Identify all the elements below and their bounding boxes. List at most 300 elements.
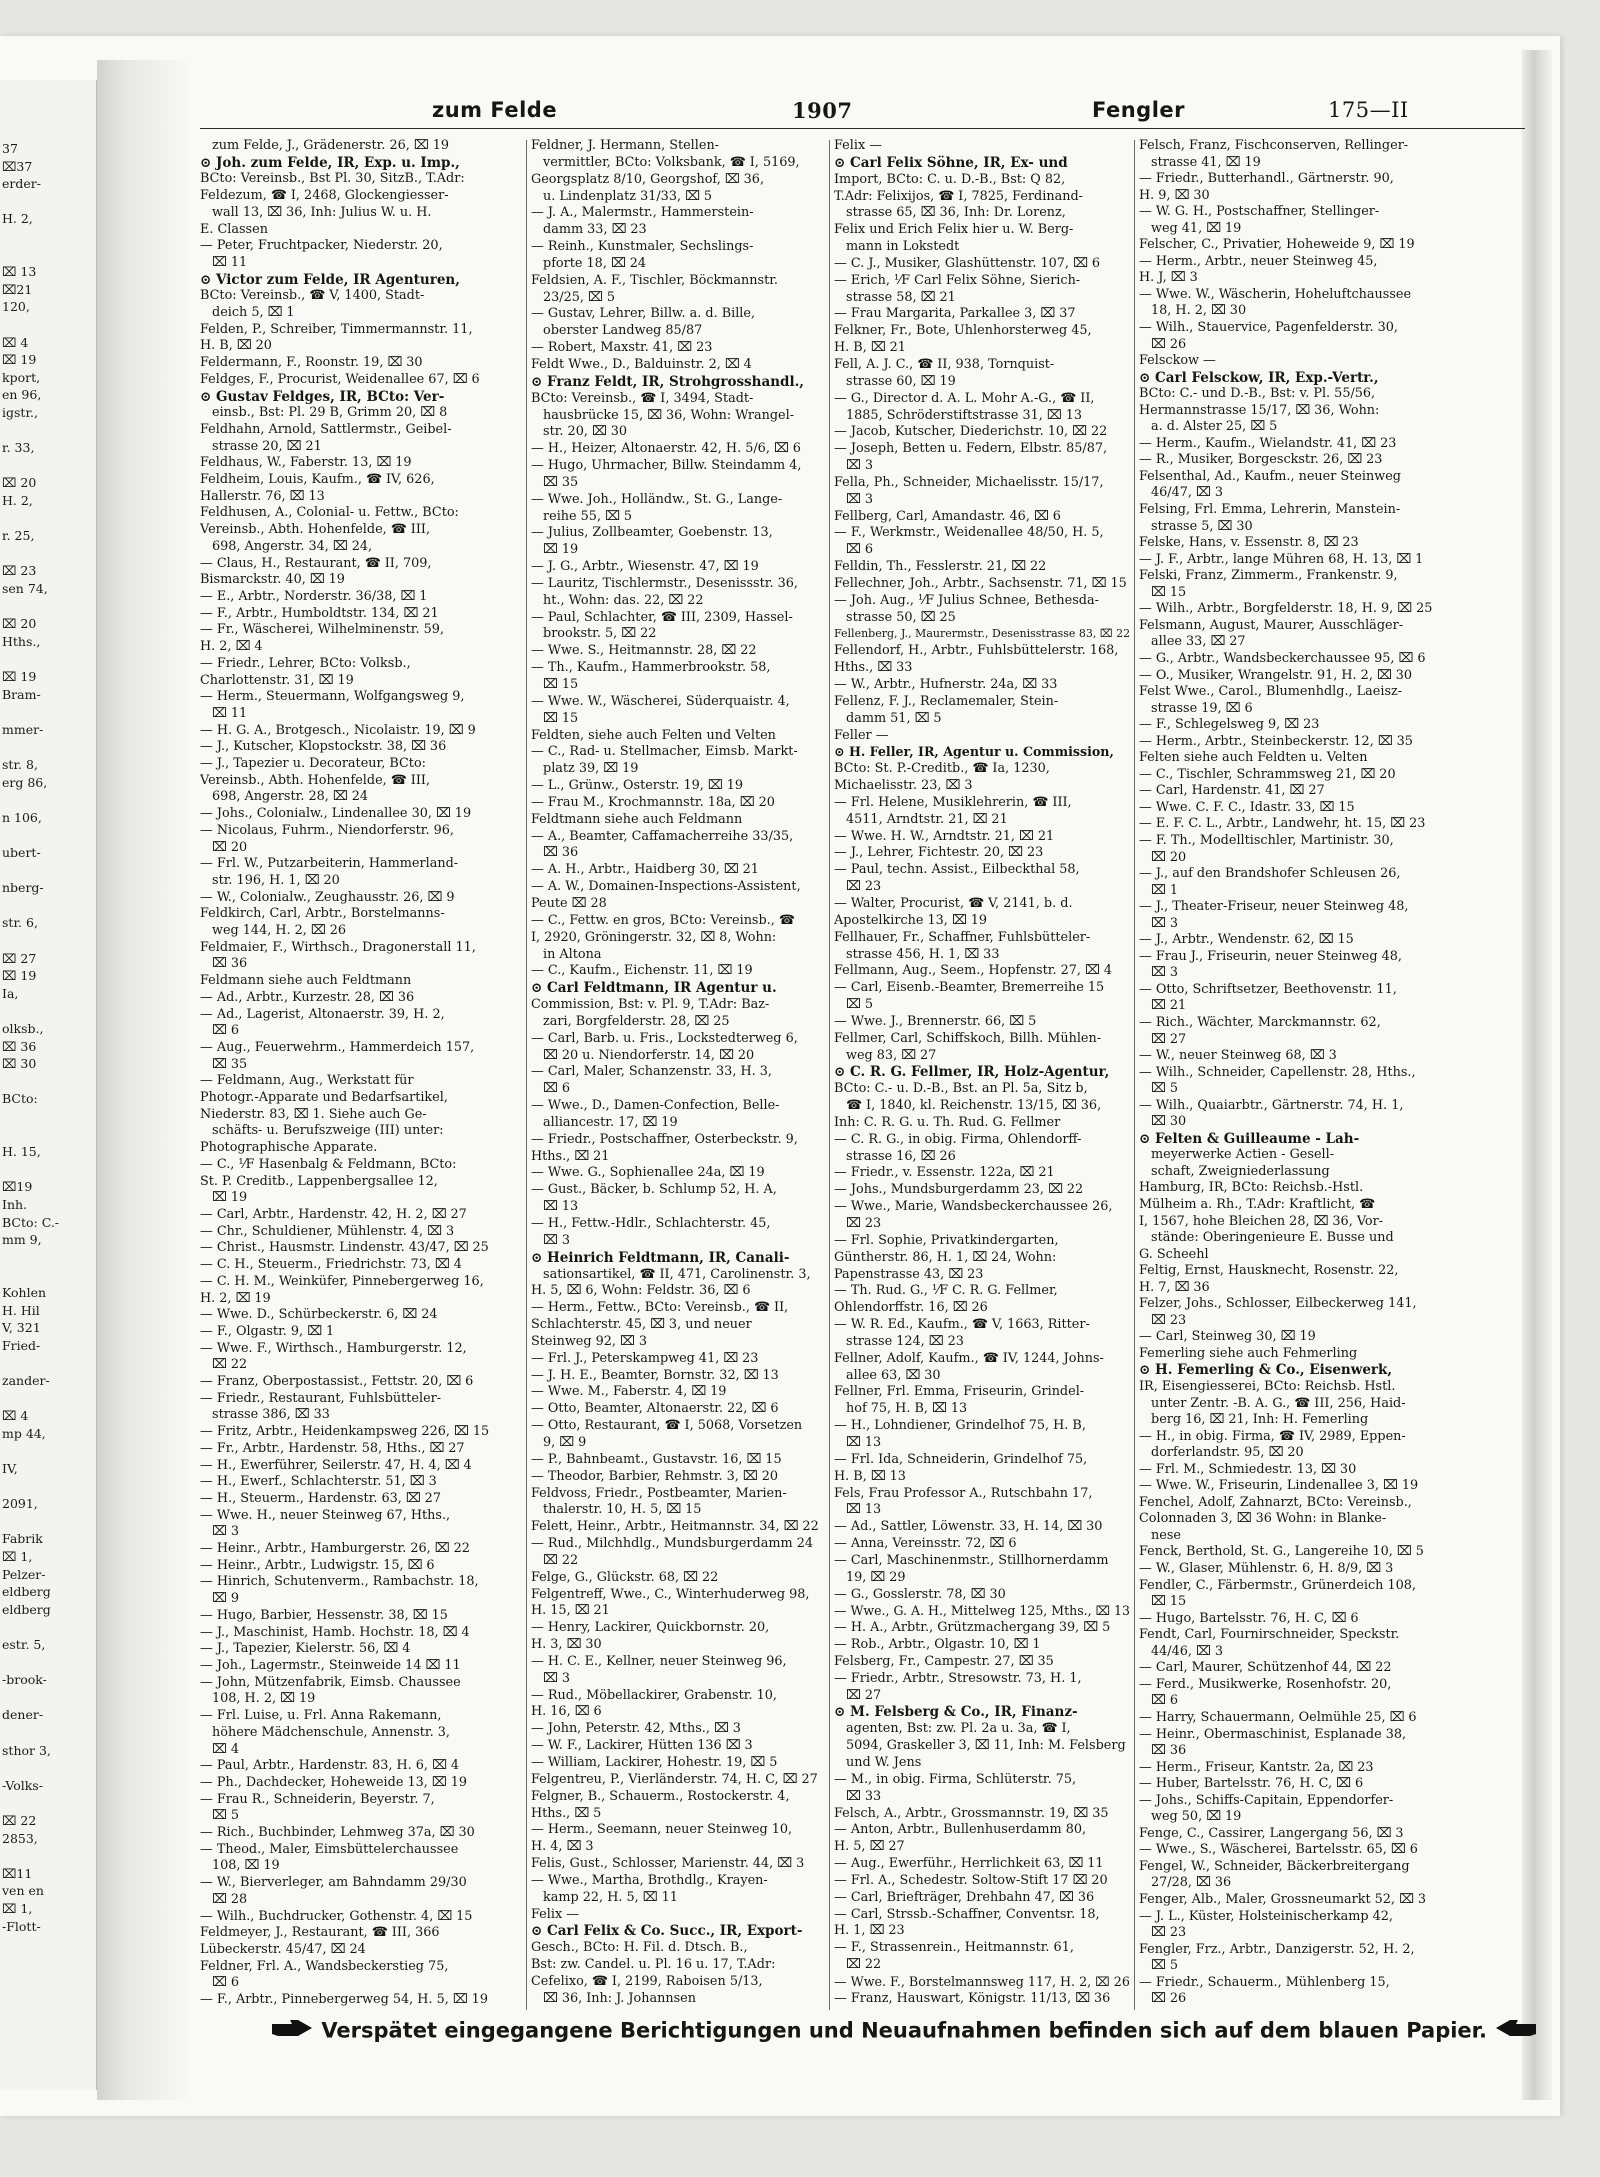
entry-line: weg 50, ⌧ 19 [1151, 1809, 1242, 1825]
entry-line: — Wwe. S., Heitmannstr. 28, ⌧ 22 [531, 643, 757, 659]
entry-line: Fenge, C., Cassirer, Langergang 56, ⌧ 3 [1139, 1825, 1404, 1841]
fragment-line: ⌧ 19 [2, 968, 37, 984]
entry-line: — F., Arbtr., Pinnebergerweg 54, H. 5, ⌧ 19 [200, 1992, 488, 2008]
firm-entry-line: ⊙ H. Feller, IR, Agentur u. Commission, [834, 744, 1114, 760]
entry-line: und W. Jens [846, 1755, 922, 1770]
entry-line: — Rud., Möbellackirer, Grabenstr. 10, [531, 1687, 777, 1703]
entry-line: — W. G. H., Postschaffner, Stellinger- [1139, 204, 1380, 220]
fragment-line: eldberg [2, 1584, 51, 1600]
entry-line: — Lauritz, Tischlermstr., Desenissstr. 36, [531, 575, 798, 591]
entry-line: H. 16, ⌧ 6 [531, 1704, 602, 1720]
fragment-line: ⌧ 20 [2, 475, 37, 491]
fragment-line: ⌧ 36 [2, 1038, 37, 1054]
entry-line: Feller — [834, 727, 889, 743]
entry-line: — Heinr., Obermaschinist, Esplanade 38, [1139, 1726, 1407, 1742]
book-gutter [97, 60, 191, 2100]
entry-line: meyerwerke Actien - Gesell- [1151, 1147, 1335, 1163]
entry-line: — Robert, Maxstr. 41, ⌧ 23 [531, 340, 713, 356]
entry-line: weg 41, ⌧ 19 [1151, 220, 1242, 236]
directory-column-2 [531, 138, 825, 2008]
entry-line: Feltig, Ernst, Hausknecht, Rosenstr. 22, [1139, 1263, 1399, 1279]
entry-line: H. 4, ⌧ 3 [531, 1839, 594, 1855]
firm-entry-line: ⊙ Heinrich Feldtmann, IR, Canali- [531, 1249, 790, 1266]
entry-line: strasse 60, ⌧ 19 [846, 373, 956, 389]
entry-line: Feldner, Frl. A., Wandsbeckerstieg 75, [200, 1958, 449, 1974]
entry-line: — Herm., Fettw., BCto: Vereinsb., ☎ II, [531, 1300, 789, 1316]
entry-line: strasse 124, ⌧ 23 [846, 1333, 964, 1349]
entry-line: 44/46, ⌧ 3 [1151, 1643, 1223, 1659]
entry-line: H. 5, ⌧ 6, Wohn: Feldstr. 36, ⌧ 6 [531, 1283, 751, 1299]
entry-line: — Herm., Kaufm., Wielandstr. 41, ⌧ 23 [1139, 435, 1397, 451]
entry-line: strasse 58, ⌧ 21 [846, 289, 956, 305]
fragment-line: sen 74, [2, 581, 48, 596]
entry-line: Fellechner, Joh., Arbtr., Sachsenstr. 71, ⌧ 15 [834, 575, 1127, 591]
entry-line: BCto: Vereinsb., ☎ I, 3494, Stadt- [531, 390, 754, 406]
entry-line: strasse 20, ⌧ 21 [212, 438, 322, 454]
entry-line: — C., Fettw. en gros, BCto: Vereinsb., ☎ [531, 912, 795, 928]
fragment-line: erder- [2, 176, 41, 192]
entry-line: Felscher, C., Privatier, Hoheweide 9, ⌧ 19 [1139, 237, 1415, 253]
fragment-line: nberg- [2, 880, 44, 896]
entry-line: — O., Musiker, Wrangelstr. 91, H. 2, ⌧ 30 [1139, 667, 1413, 683]
entry-line: strasse 386, ⌧ 33 [212, 1407, 330, 1423]
fragment-line: ⌧ 4 [2, 334, 29, 350]
fragment-line: erg 86, [2, 774, 48, 790]
entry-line: — W., neuer Steinweg 68, ⌧ 3 [1139, 1048, 1337, 1064]
entry-line: — Nicolaus, Fuhrm., Niendorferstr. 96, [200, 822, 454, 838]
entry-line: — J. H. E., Beamter, Bornstr. 32, ⌧ 13 [531, 1367, 779, 1383]
entry-line: — Harry, Schauermann, Oelmühle 25, ⌧ 6 [1139, 1709, 1417, 1725]
entry-line: Feldten, siehe auch Felten und Velten [531, 727, 776, 743]
footer-notice-text: Verspätet eingegangene Berichtigungen und Neuaufnahmen befinden sich auf dem blauen Papier. [321, 2018, 1488, 2043]
entry-line: Feldt Wwe., D., Balduinstr. 2, ⌧ 4 [531, 356, 752, 372]
entry-line: — Carl, Barb. u. Fris., Lockstedterweg 6, [531, 1030, 798, 1046]
fragment-line: ⌧ 19 [2, 669, 37, 684]
fragment-line: sthor 3, [2, 1742, 51, 1758]
entry-line: Femerling siehe auch Fehmerling [1139, 1345, 1358, 1361]
entry-line: ⌧ 27 [1151, 1031, 1187, 1047]
entry-line: — E., Arbtr., Norderstr. 36/38, ⌧ 1 [200, 588, 428, 604]
entry-line: — Frl. M., Schmiedestr. 13, ⌧ 30 [1139, 1461, 1357, 1477]
fragment-line: Inh. [2, 1197, 28, 1212]
entry-line: ⌧ 36 [543, 845, 579, 861]
entry-line: Steinweg 92, ⌧ 3 [531, 1333, 647, 1349]
entry-line: strasse 456, H. 1, ⌧ 33 [846, 946, 1000, 962]
entry-line: — Carl, Strssb.-Schaffner, Conventsr. 18, [834, 1906, 1100, 1922]
entry-line: — Frl. W., Putzarbeiterin, Hammerland- [200, 856, 459, 872]
entry-line: — Johs., Schiffs-Capitain, Eppendorfer- [1139, 1792, 1394, 1808]
fragment-line: 120, [2, 299, 30, 315]
entry-line: — W. F., Lackirer, Hütten 136 ⌧ 3 [531, 1738, 753, 1754]
fragment-line: ⌧ 19 [2, 352, 37, 368]
entry-line: alliancestr. 17, ⌧ 19 [543, 1114, 678, 1130]
entry-line: damm 33, ⌧ 23 [543, 222, 647, 238]
entry-line: ⌧ 19 [212, 1190, 248, 1206]
entry-line: — F., Strassenrein., Heitmannstr. 61, [834, 1940, 1074, 1956]
firm-entry-line: ⊙ Felten & Guilleaume - Lah- [1139, 1130, 1360, 1147]
entry-line: Fengel, W., Schneider, Bäckerbreitergang [1139, 1858, 1410, 1874]
fragment-line: H. Hil [2, 1302, 40, 1318]
entry-line: Felsenthal, Ad., Kaufm., neuer Steinweg [1139, 468, 1401, 484]
entry-line: H. 2, ⌧ 19 [200, 1290, 271, 1306]
fragment-line: zander- [2, 1373, 50, 1388]
entry-line: — C., Kaufm., Eichenstr. 11, ⌧ 19 [531, 963, 753, 979]
entry-line: — Aug., Ewerführ., Herrlichkeit 63, ⌧ 11 [834, 1856, 1104, 1872]
entry-line: Mülheim a. Rh., T.Adr: Kraftlicht, ☎ [1139, 1197, 1376, 1212]
entry-line: ⌧ 3 [1151, 965, 1178, 981]
entry-line: — Friedr., Schauerm., Mühlenberg 15, [1139, 1974, 1390, 1990]
entry-line: — Hugo, Bartelsstr. 76, H. C, ⌧ 6 [1139, 1610, 1359, 1626]
fragment-line: H. 15, [2, 1144, 41, 1160]
page-number: 175—II [1328, 98, 1409, 122]
entry-line: strasse 65, ⌧ 36, Inh: Dr. Lorenz, [846, 205, 1066, 221]
entry-line: wall 13, ⌧ 36, Inh: Julius W. u. H. [212, 204, 432, 220]
entry-line: Fellmann, Aug., Seem., Hopfenstr. 27, ⌧ 4 [834, 963, 1112, 979]
entry-line: ⌧ 22 [212, 1357, 248, 1373]
entry-line: Hths., ⌧ 33 [834, 660, 913, 676]
fragment-line: Ia, [2, 985, 19, 1001]
entry-line: ⌧ 28 [212, 1891, 248, 1907]
entry-line: — Wwe., S., Wäscherei, Bartelsstr. 65, ⌧ 6 [1139, 1842, 1418, 1858]
entry-line: H. 9, ⌧ 30 [1139, 187, 1210, 203]
entry-line: — Wwe. W., Wäscherin, Hoheluftchaussee [1139, 286, 1412, 302]
entry-line: — H. A., Arbtr., Grützmachergang 39, ⌧ 5 [834, 1620, 1111, 1636]
entry-line: Feldezum, ☎ I, 2468, Glockengiesser- [200, 188, 449, 204]
entry-line: Felix — [834, 138, 883, 153]
running-header [200, 96, 1525, 129]
entry-line: — Fr., Wäscherei, Wilhelminenstr. 59, [200, 622, 445, 638]
fragment-line: 37 [2, 141, 18, 156]
entry-line: — Ph., Dachdecker, Hoheweide 13, ⌧ 19 [200, 1774, 467, 1790]
entry-line: — Wwe. C. F. C., Idastr. 33, ⌧ 15 [1139, 799, 1355, 815]
entry-line: 5094, Graskeller 3, ⌧ 11, Inh: M. Felsberg [846, 1738, 1126, 1754]
entry-line: — Johs., Mundsburgerdamm 23, ⌧ 22 [834, 1182, 1084, 1198]
fragment-line: ubert- [2, 845, 41, 860]
entry-line: allee 63, ⌧ 30 [846, 1367, 941, 1383]
firm-entry-line: ⊙ Carl Felix & Co. Succ., IR, Export- [531, 1923, 803, 1940]
entry-line: Inh: C. R. G. u. Th. Rud. G. Fellmer [834, 1114, 1061, 1130]
entry-line: — G., Director d. A. L. Mohr A.-G., ☎ II, [834, 390, 1095, 406]
fragment-line: str. 8, [2, 757, 38, 772]
fragment-line: r. 25, [2, 528, 35, 544]
entry-line: Fendler, C., Färbermstr., Grünerdeich 108, [1139, 1577, 1416, 1593]
entry-line: 4511, Arndtstr. 21, ⌧ 21 [846, 811, 1008, 827]
entry-line: — Wwe., D., Damen-Confection, Belle- [531, 1098, 780, 1114]
entry-line: Fell, A. J. C., ☎ II, 938, Tornquist- [834, 356, 1055, 372]
entry-line: — Ferd., Musikwerke, Rosenhofstr. 20, [1139, 1676, 1392, 1692]
entry-line: — J. L., Küster, Holsteinischerkamp 42, [1139, 1908, 1393, 1924]
entry-line: Photographische Apparate. [200, 1140, 378, 1156]
entry-line: Feldhusen, A., Colonial- u. Fettw., BCto: [200, 505, 459, 521]
entry-line: ⌧ 20 [212, 839, 248, 855]
entry-line: — Herm., Arbtr., Steinbeckerstr. 12, ⌧ 35 [1139, 733, 1413, 749]
entry-line: 19, ⌧ 29 [846, 1569, 906, 1585]
entry-line: — Friedr., Lehrer, BCto: Volksb., [200, 655, 411, 671]
entry-line: Felkner, Fr., Bote, Uhlenhorsterweg 45, [834, 323, 1092, 339]
adjacent-page-fragment [0, 80, 97, 2090]
entry-line: H. 1, ⌧ 23 [834, 1923, 905, 1939]
column-rule [1134, 140, 1135, 2010]
entry-line: Felgentreff, Wwe., C., Winterhuderweg 98, [531, 1586, 810, 1602]
entry-line: — Joh., Lagermstr., Steinweide 14 ⌧ 11 [200, 1657, 461, 1673]
entry-line: — J., Kutscher, Klopstockstr. 38, ⌧ 36 [200, 739, 447, 755]
fragment-line: 2091, [2, 1496, 38, 1512]
entry-line: schäfts- u. Berufszweige (III) unter: [212, 1123, 444, 1139]
entry-line: G. Scheehl [1139, 1246, 1209, 1262]
entry-line: — Carl, Maurer, Schützenhof 44, ⌧ 22 [1139, 1660, 1392, 1676]
entry-line: — Wilh., Quaiarbtr., Gärtnerstr. 74, H. 1, [1139, 1097, 1404, 1113]
entry-line: Felsmann, August, Maurer, Ausschläger- [1139, 617, 1404, 633]
entry-line: H. 5, ⌧ 27 [834, 1839, 905, 1855]
entry-line: — Wilh., Schneider, Capellenstr. 28, Hths., [1139, 1064, 1416, 1080]
firm-entry-line: ⊙ Carl Felsckow, IR, Exp.-Vertr., [1139, 369, 1379, 386]
entry-line: ⌧ 6 [543, 1081, 570, 1097]
entry-line: — H., Ewerf., Schlachterstr. 51, ⌧ 3 [200, 1474, 437, 1490]
entry-line: ⌧ 3 [543, 1232, 570, 1248]
entry-line: — C. H. M., Weinküfer, Pinnebergerweg 16, [200, 1273, 484, 1289]
entry-line: — Th. Rud. G., ⅟F C. R. G. Fellmer, [834, 1283, 1058, 1299]
pointing-hand-left-icon [1494, 2018, 1538, 2045]
entry-line: — Herm., Seemann, neuer Steinweg 10, [531, 1822, 793, 1838]
entry-line: Feldmann siehe auch Feldtmann [200, 973, 412, 989]
entry-line: — F., Arbtr., Humboldtstr. 134, ⌧ 21 [200, 605, 439, 621]
entry-line: — Julius, Zollbeamter, Goebenstr. 13, [531, 525, 773, 541]
entry-line: — John, Mützenfabrik, Eimsb. Chaussee [200, 1674, 461, 1690]
entry-line: Georgsplatz 8/10, Georgshof, ⌧ 36, [531, 171, 765, 187]
entry-line: — W., Arbtr., Hufnerstr. 24a, ⌧ 33 [834, 677, 1058, 692]
entry-line: ⌧ 11 [212, 254, 248, 270]
entry-line: — Erich, ⅟F Carl Felix Söhne, Sierich- [834, 272, 1081, 288]
entry-line: zum Felde, J., Grädenerstr. 26, ⌧ 19 [212, 138, 450, 153]
fragment-line: IV, [2, 1461, 18, 1476]
entry-line: Fellner, Adolf, Kaufm., ☎ IV, 1244, Johns- [834, 1350, 1104, 1366]
entry-line: — Wwe. F., Borstelmannsweg 117, H. 2, ⌧ 26 [834, 1973, 1130, 1989]
entry-line: — J., Tapezier, Kielerstr. 56, ⌧ 4 [200, 1641, 411, 1657]
entry-line: Papenstrasse 43, ⌧ 23 [834, 1266, 984, 1282]
entry-line: — F., Olgastr. 9, ⌧ 1 [200, 1323, 335, 1339]
entry-line: — Frau R., Schneiderin, Beyerstr. 7, [200, 1791, 435, 1807]
entry-line: — John, Peterstr. 42, Mths., ⌧ 3 [531, 1721, 741, 1737]
entry-line: — A. H., Arbtr., Haidberg 30, ⌧ 21 [531, 862, 759, 878]
entry-line: Fellendorf, H., Arbtr., Fuhlsbüttelerstr. 168, [834, 643, 1119, 659]
entry-line: H. 3, ⌧ 30 [531, 1637, 602, 1653]
entry-line: — Rob., Arbtr., Olgastr. 10, ⌧ 1 [834, 1637, 1041, 1653]
entry-line: H. B, ⌧ 20 [200, 338, 272, 354]
entry-line: — Th., Kaufm., Hammerbrookstr. 58, [531, 660, 771, 676]
entry-line: Bismarckstr. 40, ⌧ 19 [200, 572, 345, 588]
entry-line: Feldsien, A. F., Tischler, Böckmannstr. [531, 272, 778, 288]
fragment-line: ⌧ 27 [2, 950, 37, 966]
entry-line: — Chr., Schuldiener, Mühlenstr. 4, ⌧ 3 [200, 1223, 455, 1239]
entry-line: — Carl, Maler, Schanzenstr. 33, H. 3, [531, 1064, 772, 1080]
entry-line: Fellner, Frl. Emma, Friseurin, Grindel- [834, 1384, 1085, 1400]
entry-line: sationsartikel, ☎ II, 471, Carolinenstr. 3, [543, 1266, 811, 1282]
firm-entry-line: ⊙ Gustav Feldges, IR, BCto: Ver- [200, 388, 445, 405]
fragment-line: en 96, [2, 387, 42, 403]
entry-line: — A., Beamter, Caffamacherreihe 33/35, [531, 828, 794, 844]
entry-line: Feldmeyer, J., Restaurant, ☎ III, 366 [200, 1925, 440, 1941]
entry-line: Vereinsb., Abth. Hohenfelde, ☎ III, [200, 772, 431, 788]
fragment-line: V, 321 [2, 1320, 41, 1336]
fragment-line: estr. 5, [2, 1637, 46, 1652]
fragment-line: r. 33, [2, 440, 35, 456]
entry-line: — Heinr., Arbtr., Ludwigstr. 15, ⌧ 6 [200, 1557, 435, 1573]
fragment-line: -Flott- [2, 1918, 41, 1934]
entry-line: Felis, Gust., Schlosser, Marienstr. 44, ⌧ 3 [531, 1856, 805, 1872]
entry-line: — H., Steuerm., Hardenstr. 63, ⌧ 27 [200, 1490, 441, 1506]
entry-line: 18, H. 2, ⌧ 30 [1151, 303, 1247, 319]
entry-line: Feldmaier, F., Wirthsch., Dragonerstall 11, [200, 939, 476, 955]
entry-line: schaft, Zweigniederlassung [1151, 1163, 1330, 1179]
entry-line: Felsch, Franz, Fischconserven, Rellinger- [1139, 138, 1409, 153]
entry-line: 27/28, ⌧ 36 [1151, 1875, 1232, 1891]
entry-line: 698, Angerstr. 28, ⌧ 24 [212, 789, 368, 805]
entry-line: Bst: zw. Candel. u. Pl. 16 u. 17, T.Adr: [531, 1957, 776, 1973]
entry-line: — H., in obig. Firma, ☎ IV, 2989, Eppen- [1139, 1428, 1406, 1444]
entry-line: — Wwe., Martha, Brothdlg., Krayen- [531, 1872, 768, 1888]
entry-line: ⌧ 5 [846, 997, 873, 1013]
fragment-line: ⌧ 1, [2, 1901, 33, 1916]
entry-line: T.Adr: Felixijos, ☎ I, 7825, Ferdinand- [834, 188, 1083, 204]
entry-line: Felgentreu, P., Vierländerstr. 74, H. C, ⌧ 27 [531, 1771, 818, 1787]
entry-line: Niederstr. 83, ⌧ 1. Siehe auch Ge- [200, 1106, 427, 1122]
fragment-line: ⌧ 30 [2, 1056, 37, 1072]
entry-line: — W., Colonialw., Zeughausstr. 26, ⌧ 9 [200, 889, 455, 905]
entry-line: reihe 55, ⌧ 5 [543, 508, 633, 524]
entry-line: Import, BCto: C. u. D.-B., Bst: Q 82, [834, 171, 1066, 187]
entry-line: H. B, ⌧ 21 [834, 340, 906, 356]
entry-line: ⌧ 3 [846, 458, 873, 474]
entry-line: H. J, ⌧ 3 [1139, 270, 1198, 286]
entry-line: Schlachterstr. 45, ⌧ 3, und neuer [531, 1317, 752, 1333]
entry-line: ⌧ 6 [1151, 1693, 1178, 1709]
entry-line: kamp 22, H. 5, ⌧ 11 [543, 1889, 678, 1905]
entry-line: Felsberg, Fr., Campestr. 27, ⌧ 35 [834, 1653, 1054, 1669]
entry-line: Felden, P., Schreiber, Timmermannstr. 11, [200, 321, 473, 337]
entry-line: 108, H. 2, ⌧ 19 [212, 1691, 316, 1707]
fragment-line: Fried- [2, 1337, 41, 1353]
entry-line: Fellmer, Carl, Schiffskoch, Billh. Mühlen- [834, 1030, 1102, 1046]
entry-line: — Franz, Oberpostassist., Fettstr. 20, ⌧ 6 [200, 1374, 474, 1390]
entry-line: Felski, Franz, Zimmerm., Frankenstr. 9, [1139, 568, 1398, 584]
entry-line: strasse 5, ⌧ 30 [1151, 518, 1253, 534]
entry-line: BCto: St. P.-Creditb., ☎ Ia, 1230, [834, 761, 1050, 777]
entry-line: weg 144, H. 2, ⌧ 26 [212, 923, 347, 939]
entry-line: u. Lindenplatz 31/33, ⌧ 5 [543, 188, 713, 204]
entry-line: — Frau J., Friseurin, neuer Steinweg 48, [1139, 948, 1402, 964]
entry-line: Felsch, A., Arbtr., Grossmannstr. 19, ⌧ 35 [834, 1805, 1109, 1821]
entry-line: — Fr., Arbtr., Hardenstr. 58, Hths., ⌧ 27 [200, 1440, 465, 1456]
entry-line: — W., Glaser, Mühlenstr. 6, H. 8/9, ⌧ 3 [1139, 1561, 1394, 1577]
entry-line: ⌧ 3 [846, 491, 873, 507]
entry-line: 108, ⌧ 19 [212, 1858, 280, 1874]
entry-line: Fengler, Frz., Arbtr., Danzigerstr. 52, H. 2, [1139, 1941, 1415, 1957]
entry-line: H. 7, ⌧ 36 [1139, 1279, 1210, 1295]
entry-line: Peute ⌧ 28 [531, 895, 607, 911]
entry-line: Hamburg, IR, BCto: Reichsb.-Hstl. [1139, 1180, 1364, 1196]
entry-line: St. P. Creditb., Lappenbergsallee 12, [200, 1173, 438, 1189]
entry-line: Fella, Ph., Schneider, Michaelisstr. 15/17, [834, 474, 1104, 490]
entry-line: — Jacob, Kutscher, Diederichstr. 10, ⌧ 22 [834, 424, 1108, 440]
entry-line: damm 51, ⌧ 5 [846, 710, 942, 726]
entry-line: — Paul, Schlachter, ☎ III, 2309, Hassel- [531, 609, 793, 625]
entry-line: ⌧ 22 [543, 1552, 579, 1568]
entry-line: Lübeckerstr. 45/47, ⌧ 24 [200, 1941, 366, 1957]
fragment-line: ven en [2, 1883, 44, 1899]
entry-line: — A. W., Domainen-Inspections-Assistent, [531, 879, 801, 895]
entry-line: — Rich., Wächter, Marckmannstr. 62, [1139, 1014, 1381, 1030]
entry-line: — W. R. Ed., Kaufm., ☎ V, 1663, Ritter- [834, 1317, 1090, 1333]
entry-line: — Carl, Briefträger, Drehbahn 47, ⌧ 36 [834, 1889, 1095, 1905]
entry-line: — Paul, Arbtr., Hardenstr. 83, H. 6, ⌧ 4 [200, 1758, 460, 1774]
entry-line: — Wilh., Stauervice, Pagenfelderstr. 30, [1139, 320, 1398, 336]
entry-line: — Theodor, Barbier, Rehmstr. 3, ⌧ 20 [531, 1468, 779, 1484]
entry-line: — Carl, Eisenb.-Beamter, Bremerreihe 15 [834, 980, 1105, 996]
entry-line: ⌧ 36 [1151, 1743, 1187, 1759]
entry-line: ⌧ 4 [212, 1741, 239, 1757]
fragment-line: H. 2, [2, 493, 33, 508]
entry-line: — Huber, Bartelsstr. 76, H. C, ⌧ 6 [1139, 1776, 1364, 1792]
entry-line: ⌧ 13 [846, 1434, 882, 1450]
entry-line: Felst Wwe., Carol., Blumenhdlg., Laeisz- [1139, 684, 1403, 700]
entry-line: — Otto, Schriftsetzer, Beethovenstr. 11, [1139, 981, 1397, 997]
entry-line: — Ad., Arbtr., Kurzestr. 28, ⌧ 36 [200, 989, 415, 1005]
entry-line: weg 83, ⌧ 27 [846, 1047, 937, 1063]
entry-line: — Wwe. G., Sophienallee 24a, ⌧ 19 [531, 1165, 765, 1181]
fragment-line: ⌧19 [2, 1179, 33, 1195]
entry-line: ⌧ 23 [846, 1216, 882, 1231]
entry-line: — C., Tischler, Schrammsweg 21, ⌧ 20 [1139, 766, 1396, 782]
fragment-line: ⌧21 [2, 281, 33, 297]
entry-line: Commission, Bst: v. Pl. 9, T.Adr: Baz- [531, 997, 770, 1013]
entry-line: — Carl, Arbtr., Hardenstr. 42, H. 2, ⌧ 27 [200, 1207, 467, 1222]
entry-line: Feldtmann siehe auch Feldmann [531, 811, 743, 827]
entry-line: ⌧ 15 [543, 710, 579, 726]
entry-line: ⌧ 26 [1151, 336, 1187, 352]
entry-line: — Walter, Procurist, ☎ V, 2141, b. d. [834, 895, 1073, 911]
entry-line: Feldner, J. Hermann, Stellen- [531, 138, 720, 153]
entry-line: H. B, ⌧ 13 [834, 1468, 906, 1484]
entry-line: — Frl. A., Schedestr. Soltow-Stift 17 ⌧ 20 [834, 1872, 1108, 1888]
entry-line: — Joseph, Betten u. Federn, Elbstr. 85/87, [834, 441, 1108, 457]
entry-line: ⌧ 6 [846, 542, 873, 558]
entry-line: ⌧ 27 [846, 1687, 882, 1703]
fragment-line: H. 2, [2, 211, 33, 227]
entry-line: — Frau Margarita, Parkallee 3, ⌧ 37 [834, 306, 1076, 322]
entry-line: stände: Oberingenieure E. Busse und [1151, 1230, 1394, 1246]
entry-line: — Paul, techn. Assist., Eilbeckthal 58, [834, 862, 1080, 878]
entry-line: — G., Arbtr., Wandsbeckerchaussee 95, ⌧ 6 [1139, 650, 1426, 666]
entry-line: Apostelkirche 13, ⌧ 19 [834, 912, 988, 928]
entry-line: BCto: Vereinsb., ☎ V, 1400, Stadt- [200, 288, 425, 304]
entry-line: Felsing, Frl. Emma, Lehrerin, Manstein- [1139, 502, 1401, 518]
fragment-line: Pelzer- [2, 1566, 46, 1582]
entry-line: — Gust., Bäcker, b. Schlump 52, H. A, [531, 1182, 777, 1198]
entry-line: 698, Angerstr. 34, ⌧ 24, [212, 538, 373, 554]
entry-line: — E. F. C. L., Arbtr., Landwehr, ht. 15, ⌧ 23 [1139, 816, 1426, 832]
entry-line: 9, ⌧ 9 [543, 1434, 587, 1450]
fragment-line: Hths., [2, 633, 41, 649]
entry-line: Felten siehe auch Feldten u. Velten [1139, 750, 1368, 766]
entry-line: — H., Ewerführer, Seilerstr. 47, H. 4, ⌧ 4 [200, 1457, 472, 1473]
entry-line: — Friedr., v. Essenstr. 122a, ⌧ 21 [834, 1165, 1055, 1181]
entry-line: hof 75, H. B, ⌧ 13 [846, 1401, 968, 1417]
entry-line: — J., Maschinist, Hamb. Hochstr. 18, ⌧ 4 [200, 1624, 470, 1640]
entry-line: — H., Heizer, Altonaerstr. 42, H. 5/6, ⌧ 6 [531, 441, 801, 457]
firm-entry-line: ⊙ M. Felsberg & Co., IR, Finanz- [834, 1704, 1078, 1721]
entry-line: ⌧ 23 [1151, 1312, 1187, 1328]
entry-line: Felzer, Johs., Schlosser, Eilbeckerweg 141, [1139, 1296, 1417, 1312]
